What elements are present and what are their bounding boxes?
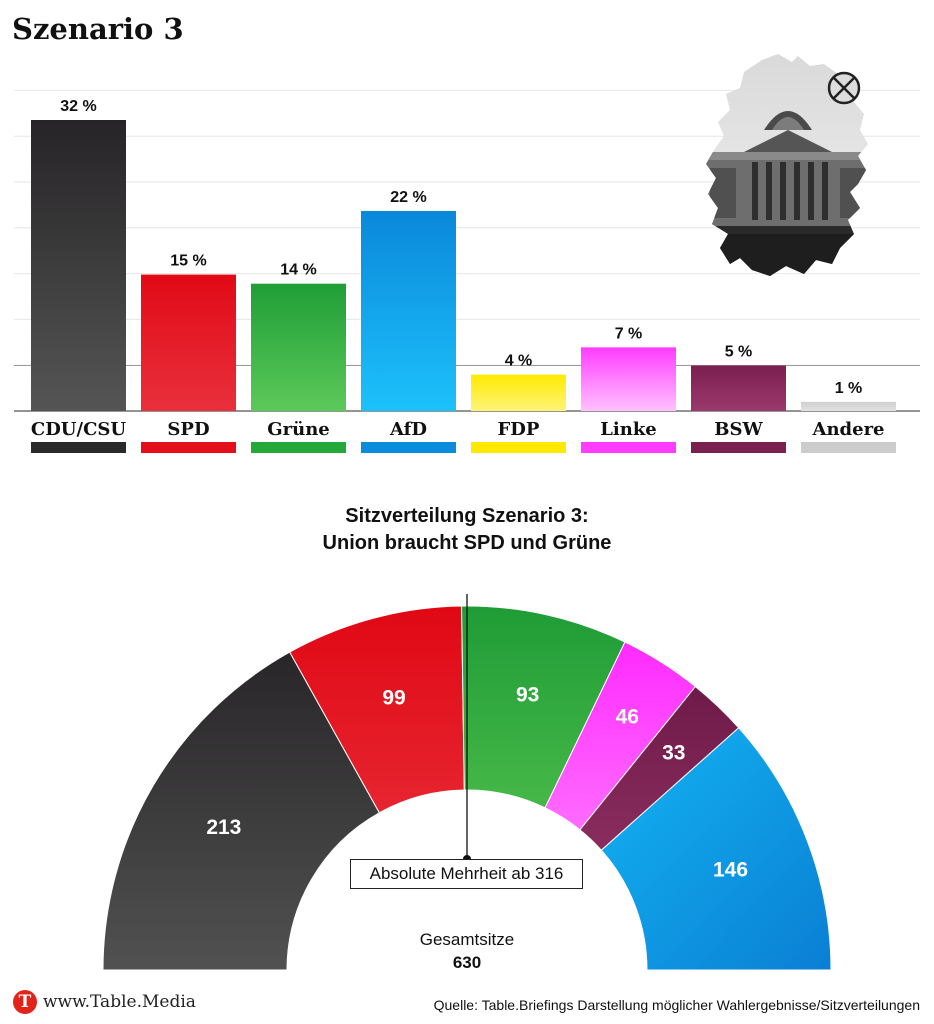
bar-value-label-andere: 1 % bbox=[834, 379, 863, 397]
seat-value-label-bsw: 33 bbox=[662, 741, 686, 765]
page-title: Szenario 3 bbox=[12, 12, 184, 46]
table-media-t-icon: T bbox=[13, 990, 37, 1014]
bar-category-label-bsw: BSW bbox=[714, 419, 763, 440]
bar-category-label-cdu-csu: CDU/CSU bbox=[30, 419, 127, 440]
legend-swatch-linke bbox=[581, 442, 676, 453]
bar-category-label-fdp: FDP bbox=[497, 419, 540, 440]
seat-chart-title bbox=[0, 503, 934, 557]
bar-value-label-fdp: 4 % bbox=[504, 352, 533, 370]
bar-bsw bbox=[691, 366, 786, 411]
legend-swatch-bsw bbox=[691, 442, 786, 453]
majority-label: Absolute Mehrheit ab 316 bbox=[350, 859, 583, 889]
bar-gruene bbox=[251, 284, 346, 411]
bar-andere bbox=[801, 402, 896, 411]
bar-value-label-bsw: 5 % bbox=[724, 343, 753, 361]
logo-text: www.Table.Media bbox=[43, 992, 196, 1012]
legend-swatch-spd bbox=[141, 442, 236, 453]
legend-swatch-cdu-csu bbox=[31, 442, 126, 453]
bar-value-label-linke: 7 % bbox=[614, 325, 643, 343]
seat-value-label-linke: 46 bbox=[615, 705, 639, 729]
bar-category-label-spd: SPD bbox=[167, 419, 210, 440]
bar-value-label-gruene: 14 % bbox=[280, 261, 317, 279]
seat-distribution-chart bbox=[0, 560, 934, 980]
bar-value-label-cdu-csu: 32 % bbox=[60, 98, 97, 115]
legend-swatch-gruene bbox=[251, 442, 346, 453]
seat-chart-title-line-2: Union braucht SPD und Grüne bbox=[322, 532, 612, 554]
total-seats-value: 630 bbox=[452, 953, 482, 972]
bar-category-label-linke: Linke bbox=[600, 419, 657, 440]
bar-category-label-andere: Andere bbox=[812, 419, 885, 440]
germany-reichstag-map-image bbox=[700, 52, 878, 282]
bar-value-label-afd: 22 % bbox=[390, 188, 427, 206]
bar-category-label-afd: AfD bbox=[389, 419, 428, 440]
seat-chart-title-line-1: Sitzverteilung Szenario 3: bbox=[345, 505, 589, 527]
total-seats-label: Gesamtsitze bbox=[419, 930, 515, 949]
seat-value-label-spd: 99 bbox=[382, 686, 406, 710]
bar-category-label-gruene: Grüne bbox=[267, 419, 330, 440]
seat-value-label-gruene: 93 bbox=[516, 683, 540, 707]
seat-value-label-cdu-csu: 213 bbox=[206, 816, 242, 840]
legend-swatch-fdp bbox=[471, 442, 566, 453]
bar-fdp bbox=[471, 375, 566, 411]
bar-linke bbox=[581, 347, 676, 411]
bar-spd bbox=[141, 275, 236, 411]
legend-swatch-andere bbox=[801, 442, 896, 453]
bar-value-label-spd: 15 % bbox=[170, 252, 207, 270]
seat-value-label-afd: 146 bbox=[712, 858, 749, 882]
bar-afd bbox=[361, 211, 456, 411]
bar-cdu-csu bbox=[31, 120, 126, 411]
legend-swatch-afd bbox=[361, 442, 456, 453]
source-note: Quelle: Table.Briefings Darstellung möglicher Wahlergebnisse/Sitzverteilungen bbox=[433, 997, 920, 1013]
table-media-logo[interactable] bbox=[13, 990, 196, 1014]
